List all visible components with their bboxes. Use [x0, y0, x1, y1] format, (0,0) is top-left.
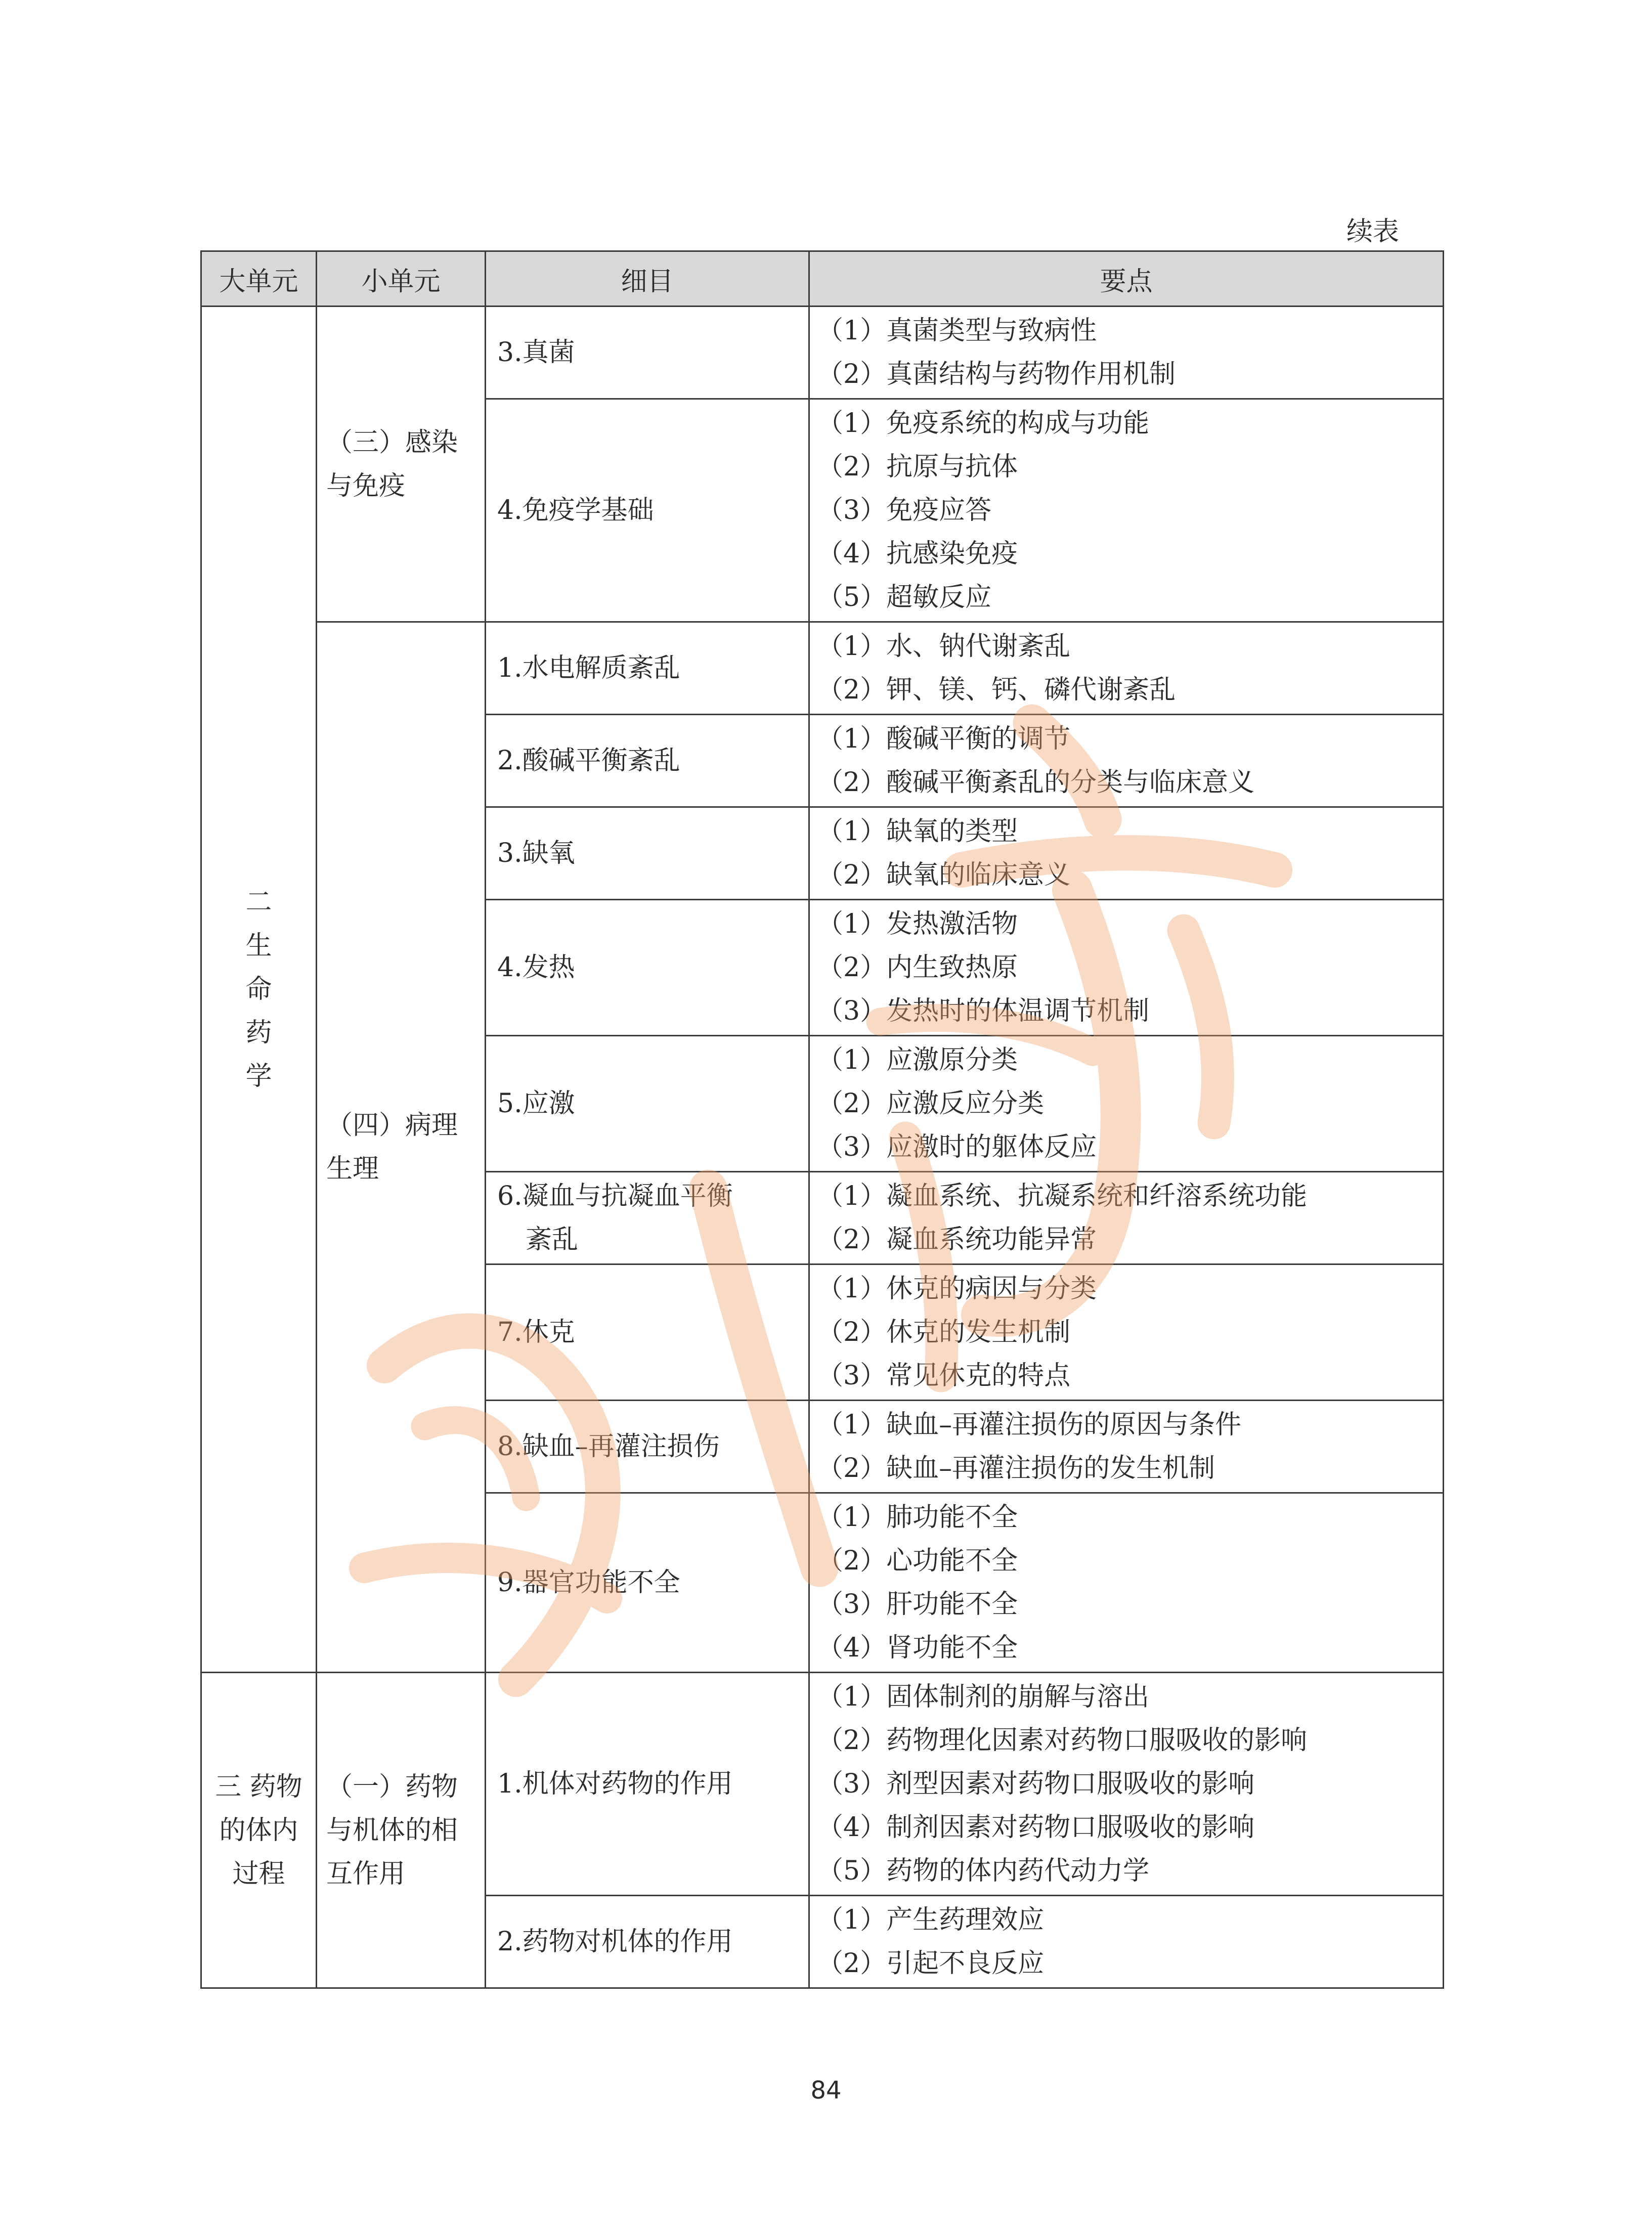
point-item: （1）水、钠代谢紊乱: [817, 631, 1071, 662]
point-item: （1）肺功能不全: [817, 1502, 1018, 1533]
detail-cell: 8.缺血–再灌注损伤: [486, 1401, 809, 1493]
major-unit-drug-process: 三 药物的体内过程: [201, 1673, 317, 1988]
header-points: 要点: [809, 251, 1444, 307]
detail-cell: 1.水电解质紊乱: [486, 622, 809, 715]
points-cell: [809, 1264, 1444, 1401]
point-item: （2）缺氧的临床意义: [817, 860, 1071, 890]
table-row: [201, 1673, 1444, 1896]
detail-cell: 1.机体对药物的作用: [486, 1673, 809, 1896]
point-item: （2）休克的发生机制: [817, 1317, 1071, 1347]
point-item: （4）抗感染免疫: [817, 539, 1018, 569]
point-item: （2）内生致热原: [817, 952, 1018, 983]
point-item: （3）剂型因素对药物口服吸收的影响: [817, 1769, 1255, 1799]
detail-cell: 2.酸碱平衡紊乱: [486, 715, 809, 807]
points-cell: [809, 307, 1444, 399]
points-cell: [809, 1172, 1444, 1264]
header-major: 大单元: [201, 251, 317, 307]
points-cell: [809, 1896, 1444, 1988]
points-cell: [809, 622, 1444, 715]
point-item: （2）应激反应分类: [817, 1088, 1045, 1119]
points-cell: [809, 1401, 1444, 1493]
point-item: （4）肾功能不全: [817, 1633, 1018, 1663]
point-item: （1）应激原分类: [817, 1045, 1018, 1075]
table-header-row: [201, 251, 1444, 307]
point-item: （1）发热激活物: [817, 909, 1018, 939]
point-item: （2）抗原与抗体: [817, 452, 1018, 482]
points-cell: [809, 399, 1444, 622]
syllabus-table: [200, 250, 1444, 1989]
header-detail: 细目: [486, 251, 809, 307]
detail-cell: 4.发热: [486, 900, 809, 1036]
detail-cell: 5.应激: [486, 1036, 809, 1172]
point-item: （1）产生药理效应: [817, 1905, 1045, 1935]
point-item: （3）应激时的躯体反应: [817, 1132, 1097, 1162]
point-item: （3）免疫应答: [817, 495, 992, 526]
point-item: （3）常见休克的特点: [817, 1361, 1071, 1391]
points-cell: [809, 715, 1444, 807]
detail-cell: [486, 1172, 809, 1264]
continued-label: 续表: [1346, 216, 1399, 247]
point-item: （1）缺血–再灌注损伤的原因与条件: [817, 1410, 1242, 1440]
minor-unit-drug-interaction: （一）药物与机体的相互作用: [317, 1673, 486, 1988]
points-cell: [809, 900, 1444, 1036]
detail-cell: 7.休克: [486, 1264, 809, 1401]
detail-cell: 3.缺氧: [486, 807, 809, 900]
major-unit-life-pharmacy: 二 生 命 药 学: [201, 307, 317, 1673]
points-cell: [809, 1036, 1444, 1172]
table-row: [201, 307, 1444, 399]
point-item: （1）固体制剂的崩解与溶出: [817, 1682, 1150, 1712]
table-row: [201, 622, 1444, 715]
minor-unit-pathophysiology: （四）病理生理: [317, 622, 486, 1673]
detail-line-1: 6.凝血与抗凝血平衡: [497, 1181, 733, 1211]
detail-cell: 2.药物对机体的作用: [486, 1896, 809, 1988]
detail-cell: 9.器官功能不全: [486, 1493, 809, 1673]
point-item: （2）心功能不全: [817, 1546, 1018, 1576]
header-minor: 小单元: [317, 251, 486, 307]
detail-cell: 3.真菌: [486, 307, 809, 399]
point-item: （2）缺血–再灌注损伤的发生机制: [817, 1453, 1215, 1484]
point-item: （2）酸碱平衡紊乱的分类与临床意义: [817, 767, 1255, 798]
point-item: （2）药物理化因素对药物口服吸收的影响: [817, 1725, 1308, 1756]
point-item: （3）肝功能不全: [817, 1589, 1018, 1620]
point-item: （1）真菌类型与致病性: [817, 316, 1097, 346]
point-item: （2）凝血系统功能异常: [817, 1225, 1097, 1255]
detail-cell: 4.免疫学基础: [486, 399, 809, 622]
point-item: （1）酸碱平衡的调节: [817, 724, 1071, 754]
points-cell: [809, 807, 1444, 900]
point-item: （2）引起不良反应: [817, 1948, 1045, 1979]
detail-line-2: 紊乱: [526, 1225, 579, 1255]
point-item: （1）缺氧的类型: [817, 816, 1018, 847]
point-item: （5）药物的体内药代动力学: [817, 1856, 1150, 1886]
point-item: （1）休克的病因与分类: [817, 1274, 1097, 1304]
point-item: （2）钾、镁、钙、磷代谢紊乱: [817, 675, 1176, 705]
point-item: （5）超敏反应: [817, 582, 992, 613]
point-item: （1）凝血系统、抗凝系统和纤溶系统功能: [817, 1181, 1308, 1211]
page-number: 84: [810, 2076, 842, 2105]
points-cell: [809, 1493, 1444, 1673]
points-cell: [809, 1673, 1444, 1896]
point-item: （4）制剂因素对药物口服吸收的影响: [817, 1812, 1255, 1843]
point-item: （3）发热时的体温调节机制: [817, 996, 1150, 1026]
point-item: （2）真菌结构与药物作用机制: [817, 359, 1176, 389]
minor-unit-infection: （三）感染与免疫: [317, 307, 486, 622]
point-item: （1）免疫系统的构成与功能: [817, 408, 1150, 439]
